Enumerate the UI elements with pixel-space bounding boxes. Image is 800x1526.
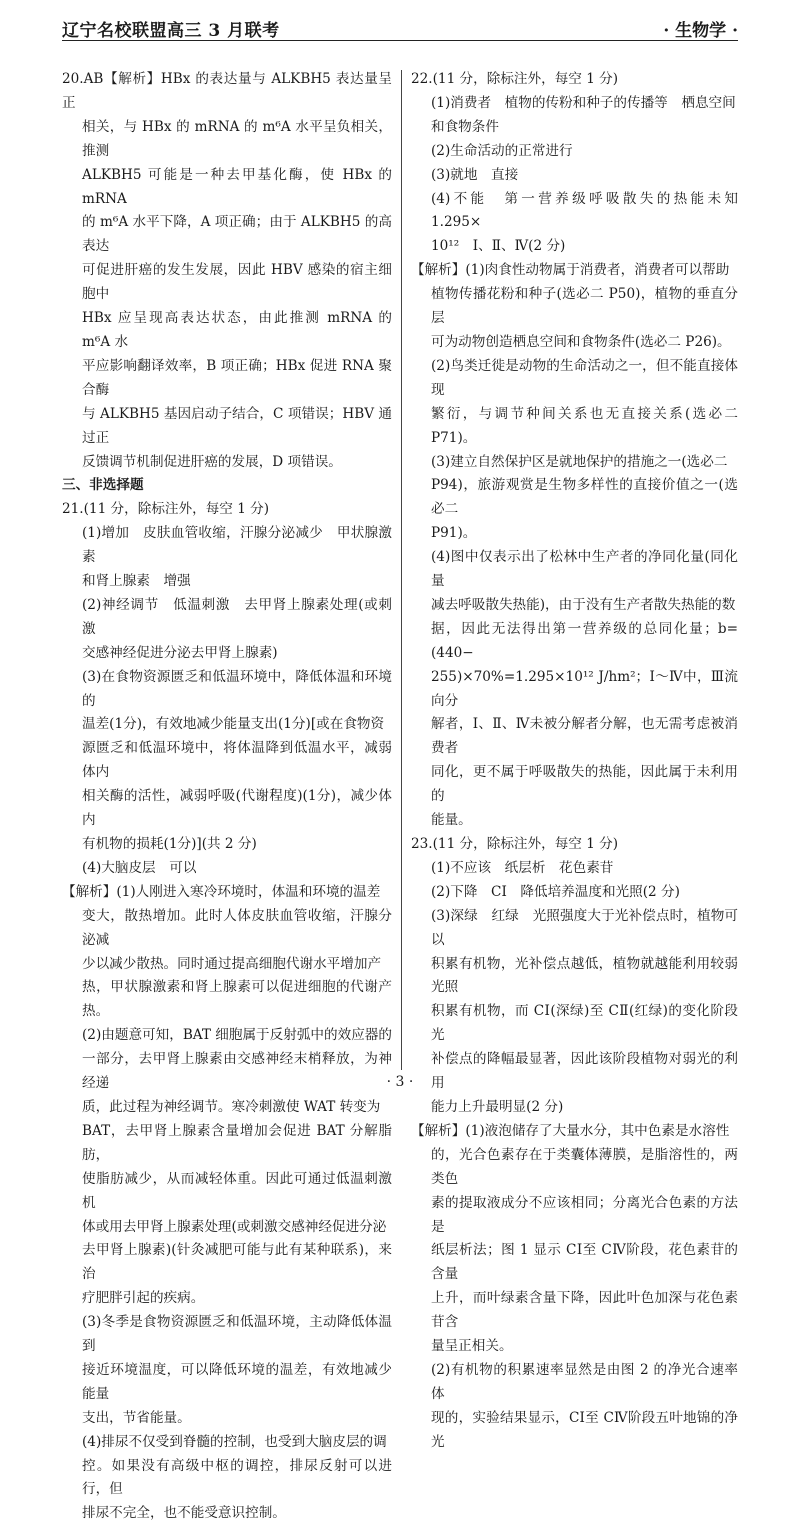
text-line: 热，甲状腺激素和肾上腺素可以促进细胞的代谢产热。 <box>82 979 392 1020</box>
text-line: HBx 应呈现高表达状态，由此推测 mRNA 的 m⁶A 水 <box>82 310 392 350</box>
text-line: 使脂肪减少，从而减轻体重。因此可通过低温刺激机 <box>82 1170 392 1211</box>
left-column <box>62 68 392 1526</box>
text-line: 排尿不完全，也不能受意识控制。 <box>82 1505 286 1522</box>
text-line: (1)不应该 纸层析 花色素苷 <box>431 859 614 876</box>
text-line: 平应影响翻译效率，B 项正确；HBx 促进 RNA 聚合酶 <box>82 357 392 398</box>
section-heading: 三、非选择题 <box>62 477 144 494</box>
text-line: (3)建立自然保护区是就地保护的措施之一(选必二 <box>431 453 728 470</box>
text-line: (3)深绿 红绿 光照强度大于光补偿点时，植物可以 <box>431 907 738 948</box>
text-line: (3)在食物资源匮乏和低温环境中，降低体温和环境的 <box>82 668 392 709</box>
right-column <box>411 68 752 1455</box>
q22-heading: 22.(11 分，除标注外，每空 1 分) <box>411 71 619 87</box>
text-line: 补偿点的降幅最显著，因此该阶段植物对弱光的利用 <box>431 1051 738 1092</box>
subject-label: · 生物学 · <box>663 21 738 41</box>
text-line: 上升，而叶绿素含量下降，因此叶色加深与花色素苷含 <box>431 1290 738 1331</box>
text-line: 相关，与 HBx 的 mRNA 的 m⁶A 水平呈负相关，推测 <box>82 118 392 159</box>
text-line: 解者，Ⅰ、Ⅱ、Ⅳ未被分解者分解，也无需考虑被消费者 <box>431 716 738 757</box>
text-line: 的 m⁶A 水平下降，A 项正确；由于 ALKBH5 的高表达 <box>82 214 392 255</box>
text-line: 可为动物创造栖息空间和食物条件(选必二 P26)。 <box>431 333 731 350</box>
text-line: 质，此过程为神经调节。寒冷刺激使 WAT 转变为 <box>82 1098 381 1115</box>
text-line: 据，因此无法得出第一营养级的总同化量；b=(440− <box>431 620 738 661</box>
text-line: 接近环境温度，可以降低环境的温差，有效地减少能量 <box>82 1361 392 1402</box>
text-line: 繁衍，与调节种间关系也无直接关系(选必二 P71)。 <box>431 405 738 446</box>
text-line: 减去呼吸散失热能)，由于没有生产者散失热能的数 <box>431 596 736 613</box>
text-line: 少以减少散热。同时通过提高细胞代谢水平增加产 <box>82 955 382 972</box>
text-line: 反馈调节机制促进肝癌的发展，D 项错误。 <box>82 453 342 470</box>
q21-analysis <box>62 881 392 1526</box>
page-header <box>62 14 738 40</box>
text-line: 积累有机物，而 CⅠ(深绿)至 CⅡ(红绿)的变化阶段光 <box>431 1003 738 1044</box>
text-line: (3)就地 直接 <box>431 166 519 183</box>
q20-answer <box>62 68 392 474</box>
text-line: (2)鸟类迁徙是动物的生命活动之一，但不能直接体现 <box>431 357 738 398</box>
text-line: 去甲肾上腺素)(针灸减肥可能与此有某种联系)，来治 <box>82 1242 392 1283</box>
exam-title: 辽宁名校联盟高三 3 月联考 <box>62 21 280 41</box>
text-line: 【解析】(1)人刚进入寒冷环境时，体温和环境的温差 <box>62 883 381 900</box>
text-line: 的，光合色素存在于类囊体薄膜，是脂溶性的，两类色 <box>431 1146 738 1187</box>
text-line: 【解析】(1)液泡储存了大量水分，其中色素是水溶性 <box>411 1122 730 1139</box>
text-line: 支出，节省能量。 <box>82 1409 191 1426</box>
text-line: 交感神经促进分泌去甲肾上腺素) <box>82 644 278 661</box>
q21-heading: 21.(11 分，除标注外，每空 1 分) <box>62 501 270 518</box>
text-line: (2)有机物的积累速率显然是由图 2 的净光合速率体 <box>431 1361 738 1402</box>
text-line: 与 ALKBH5 基因启动子结合，C 项错误；HBV 通过正 <box>82 405 392 446</box>
text-line: 素的提取液成分不应该相同；分离光合色素的方法是 <box>431 1194 738 1235</box>
q23-analysis <box>411 1120 738 1455</box>
text-line: 体或用去甲肾上腺素处理(或刺激交感神经促进分泌 <box>82 1218 387 1235</box>
text-line: 植物传播花粉和种子(选必二 P50)，植物的垂直分层 <box>431 286 738 327</box>
header-rule <box>62 40 738 41</box>
q22-answers <box>411 92 752 259</box>
text-line: 一部分，去甲肾上腺素由交感神经末梢释放，为神经递 <box>82 1051 392 1092</box>
text-line: P94)，旅游观赏是生物多样性的直接价值之一(选必二 <box>431 477 738 518</box>
text-line: (1)增加 皮肤血管收缩，汗腺分泌减少 甲状腺激素 <box>82 525 392 566</box>
text-line: 现的，实验结果显示，CⅠ至 CⅣ阶段五叶地锦的净光 <box>431 1409 738 1450</box>
text-line: ALKBH5 可能是一种去甲基化酶，使 HBx 的 mRNA <box>82 166 392 207</box>
text-line: 可促进肝癌的发生发展，因此 HBV 感染的宿主细胞中 <box>82 262 392 303</box>
q22-analysis <box>411 259 738 833</box>
text-line: 同化，更不属于呼吸散失的热能，因此属于未利用的 <box>431 764 738 805</box>
text-line: 和食物条件 <box>431 118 499 135</box>
text-line: 相关酶的活性，减弱呼吸(代谢程度)(1分)，减少体内 <box>82 788 392 829</box>
text-line: 20.AB【解析】HBx 的表达量与 ALKBH5 表达量呈正 <box>62 71 392 111</box>
text-line: (3)冬季是食物资源匮乏和低温环境，主动降低体温到 <box>82 1314 392 1355</box>
text-line: (2)神经调节 低温刺激 去甲肾上腺素处理(或刺激 <box>82 596 392 637</box>
text-line: (1)消费者 植物的传粉和种子的传播等 栖息空间 <box>431 94 736 111</box>
text-line: (4)图中仅表示出了松林中生产者的净同化量(同化量 <box>431 549 738 590</box>
text-line: 纸层析法；图 1 显示 CⅠ至 CⅣ阶段，花色素苷的含量 <box>431 1242 738 1283</box>
text-line: 疗肥胖引起的疾病。 <box>82 1290 205 1307</box>
text-line: 255)×70%=1.295×10¹² J/hm²；Ⅰ～Ⅳ中，Ⅲ流向分 <box>431 668 738 709</box>
text-line: 10¹² Ⅰ、Ⅱ、Ⅳ(2 分) <box>431 238 566 255</box>
text-line: 控。如果没有高级中枢的调控，排尿反射可以进行，但 <box>82 1457 392 1498</box>
text-line: BAT，去甲肾上腺素含量增加会促进 BAT 分解脂肪， <box>82 1122 392 1163</box>
text-line: (4)不能 第一营养级呼吸散失的热能未知 1.295× <box>431 190 752 231</box>
page-number: · 3 · <box>386 1074 414 1090</box>
text-line: 源匮乏和低温环境中，将体温降到低温水平，减弱体内 <box>82 740 392 781</box>
text-line: (2)由题意可知，BAT 细胞属于反射弧中的效应器的 <box>82 1027 392 1044</box>
text-line: (2)下降 CⅠ 降低培养温度和光照(2 分) <box>431 883 680 900</box>
text-line: 能量。 <box>431 812 472 829</box>
text-line: 【解析】(1)肉食性动物属于消费者，消费者可以帮助 <box>411 262 730 279</box>
text-line: 温差(1分)，有效地减少能量支出(1分)[或在食物资 <box>82 716 385 733</box>
column-divider <box>401 70 402 1070</box>
q21-answers <box>62 522 392 881</box>
text-line: (4)排尿不仅受到脊髓的控制，也受到大脑皮层的调 <box>82 1433 387 1450</box>
text-line: 量呈正相关。 <box>431 1338 513 1355</box>
text-line: (4)大脑皮层 可以 <box>82 859 197 876</box>
text-line: 能力上升最明显(2 分) <box>431 1098 564 1115</box>
text-line: (2)生命活动的正常进行 <box>431 142 573 159</box>
q23-heading: 23.(11 分，除标注外，每空 1 分) <box>411 836 619 852</box>
text-line: 和肾上腺素 增强 <box>82 573 191 590</box>
text-line: 变大，散热增加。此时人体皮肤血管收缩，汗腺分泌减 <box>82 907 392 948</box>
text-line: 积累有机物，光补偿点越低，植物就越能利用较弱光照 <box>431 955 738 996</box>
text-line: P91)。 <box>431 525 477 542</box>
text-line: 有机物的损耗(1分)](共 2 分) <box>82 836 257 852</box>
